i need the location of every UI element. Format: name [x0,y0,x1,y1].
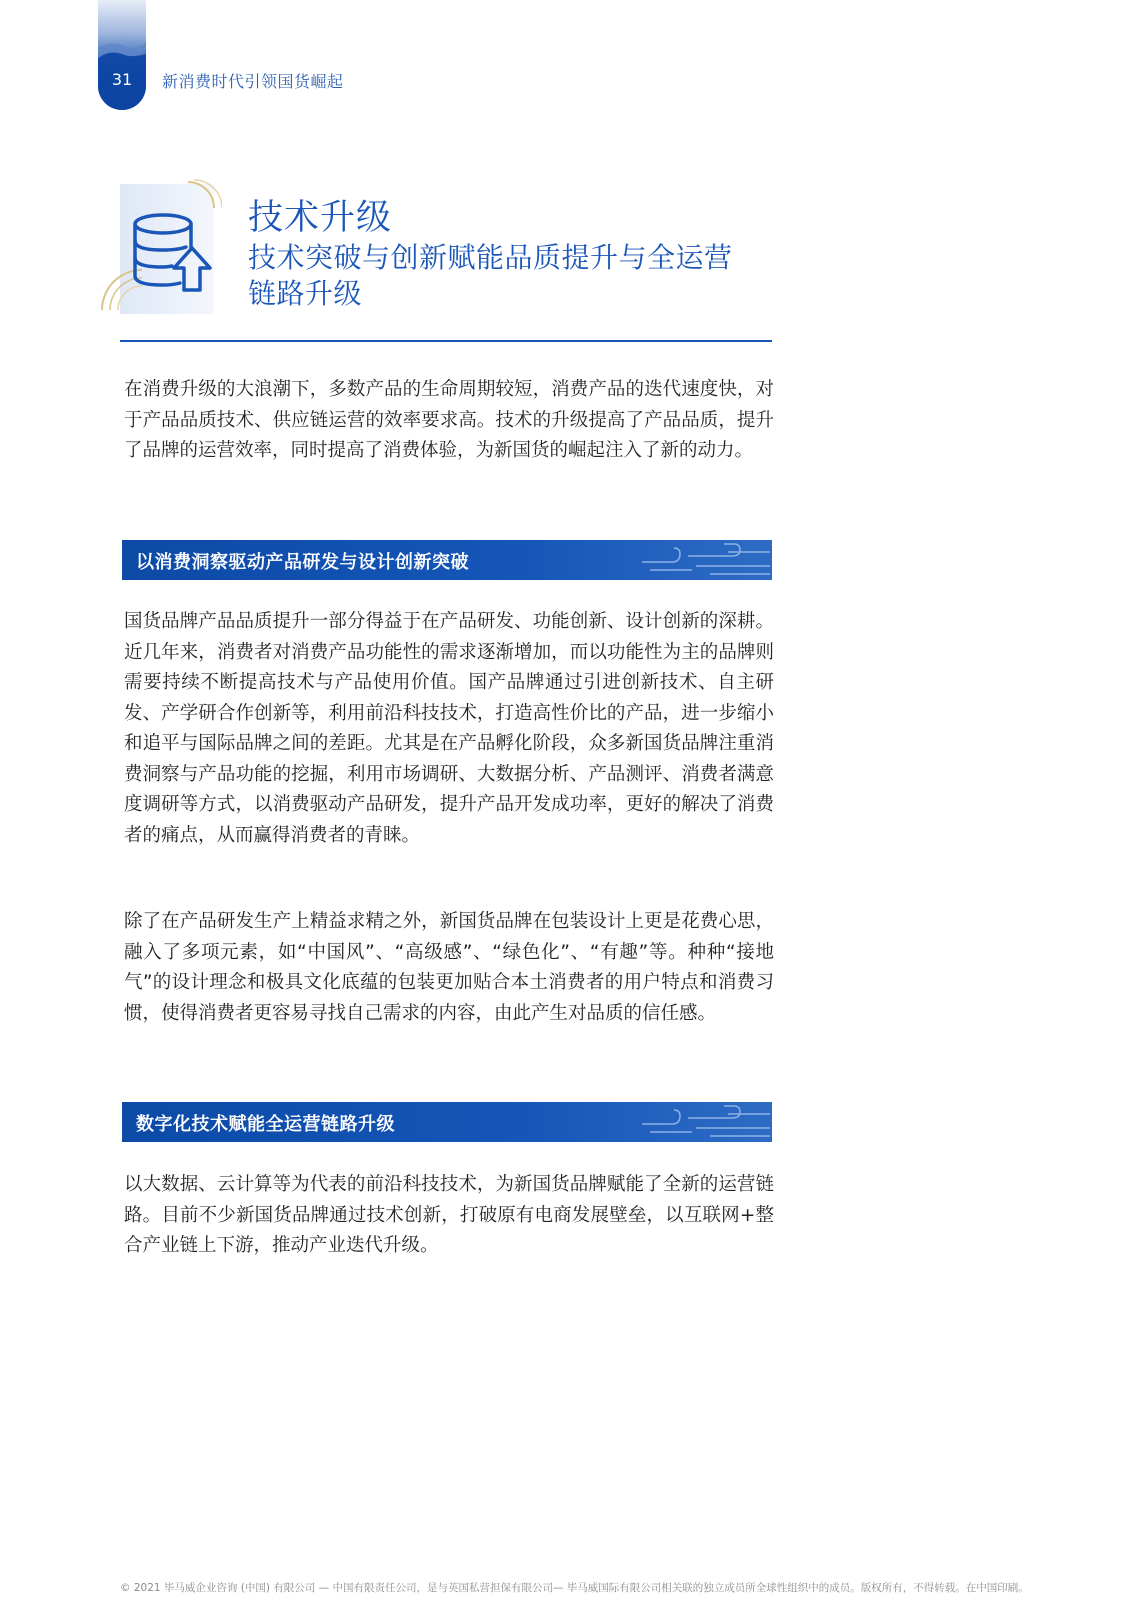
body-paragraph: 除了在产品研发生产上精益求精之外，新国货品牌在包装设计上更是花费心思，融入了多项元素，如“中国风”、“高级感”、“绿色化”、“有趣”等。种种“接地气”的设计理念和极具文化底蕴的包装更加贴合本土消费者的用户特点和消费习惯，使得消费者更容易寻找自己需求的内容，由此产生对品质的信任感。 [124,911,774,1024]
subsection-title: 数字化技术赋能全运营链路升级 [136,1114,395,1135]
section-title: 技术升级 [248,198,393,238]
page-number-tab [98,0,146,110]
section-icon-panel [100,178,222,326]
heading-divider [120,340,772,342]
page-number: 31 [111,70,133,89]
body-paragraph: 以大数据、云计算等为代表的前沿科技技术，为新国货品牌赋能了全新的运营链路。目前不少新国货品牌通过技术创新，打破原有电商发展壁垒，以互联网+整合产业链上下游，推动产业迭代升级。 [124,1174,774,1256]
section-subtitle: 技术突破与创新赋能品质提升与全运营链路升级 [248,241,733,310]
intro-paragraph: 在消费升级的大浪潮下，多数产品的生命周期较短，消费产品的迭代速度快，对于产品品质技术、供应链运营的效率要求高。技术的升级提高了产品品质，提升了品牌的运营效率，同时提高了消费体验，为新国货的崛起注入了新的动力。 [124,379,774,461]
cloud-pattern-icon [632,540,772,580]
wave-decoration [98,0,146,110]
subsection-banner [122,1102,772,1142]
footer-copyright: © 2021 毕马威企业咨询 (中国) 有限公司 — 中国有限责任公司，是与英国私营担保有限公司— 毕马威国际有限公司相关联的独立成员所全球性组织中的成员。版权所有，不得转载。在中国印刷。 [120,1582,1029,1594]
body-paragraph: 国货品牌产品品质提升一部分得益于在产品研发、功能创新、设计创新的深耕。近几年来，消费者对消费产品功能性的需求逐渐增加，而以功能性为主的品牌则需要持续不断提高技术与产品使用价值。国产品牌通过引进创新技术、自主研发、产学研合作创新等，利用前沿科技技术，打造高性价比的产品，进一步缩小和追平与国际品牌之间的差距。尤其是在产品孵化阶段，众多新国货品牌注重消费洞察与产品功能的挖掘，利用市场调研、大数据分析、产品测评、消费者满意度调研等方式，以消费驱动产品研发，提升产品开发成功率，更好的解决了消费者的痛点，从而赢得消费者的青睐。 [124,611,774,846]
running-title: 新消费时代引领国货崛起 [162,72,344,91]
subsection-title: 以消费洞察驱动产品研发与设计创新突破 [136,552,469,573]
cloud-pattern-icon [632,1102,772,1142]
subsection-banner [122,540,772,580]
